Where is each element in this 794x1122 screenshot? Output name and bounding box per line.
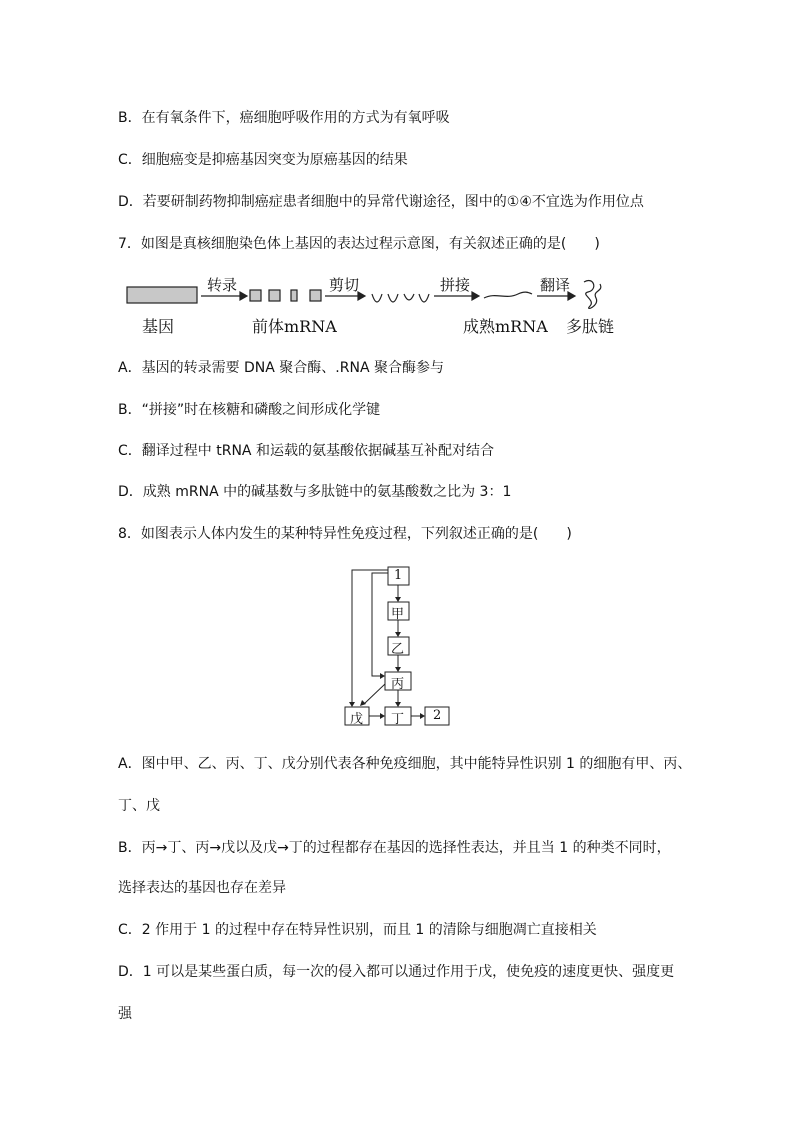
- option-6d: D．若要研制药物抑制癌症患者细胞中的异常代谢途径，图中的①④不宜选为作用位点: [118, 194, 644, 210]
- cut-intron: [419, 294, 429, 302]
- pre-mrna-exon: [291, 290, 297, 301]
- option-8b-line2: 选择表达的基因也存在差异: [118, 880, 286, 896]
- label-gene: 基因: [142, 317, 175, 336]
- cut-intron: [404, 294, 414, 300]
- cut-intron: [388, 294, 398, 302]
- box-2-label: 2: [433, 708, 442, 723]
- label-translation: 翻译: [540, 276, 571, 294]
- box-bing-label: 丙: [391, 677, 405, 692]
- option-8a-line1: A．图中甲、乙、丙、丁、戊分别代表各种免疫细胞，其中能特异性识别 1 的细胞有甲、丙、: [118, 756, 692, 772]
- option-6c: C．细胞癌变是抑癌基因突变为原癌基因的结果: [118, 152, 408, 168]
- option-8d-line1: D．1 可以是某些蛋白质，每一次的侵入都可以通过作用于戊，使免疫的速度更快、强度更: [118, 964, 675, 980]
- label-pre-mrna: 前体mRNA: [252, 317, 337, 336]
- option-8a-line2: 丁、戊: [118, 798, 160, 814]
- box-ding-label: 丁: [391, 712, 405, 727]
- option-8d-line2: 强: [118, 1006, 132, 1022]
- option-7d: D．成熟 mRNA 中的碱基数与多肽链中的氨基酸数之比为 3：1: [118, 484, 512, 500]
- mature-mrna-strand: [484, 292, 532, 298]
- option-8b-line1: B．丙→丁、丙→戊以及戊→丁的过程都存在基因的选择性表达，并且当 1 的种类不同时，: [118, 840, 671, 856]
- label-transcription: 转录: [207, 276, 238, 294]
- label-polypeptide: 多肽链: [566, 317, 615, 336]
- box-1-label: 1: [394, 568, 403, 583]
- option-7b: B．“拼接”时在核糖和磷酸之间形成化学键: [118, 402, 381, 418]
- cut-intron: [372, 294, 382, 302]
- pre-mrna-exon: [250, 290, 261, 301]
- polypeptide-chain: [584, 281, 601, 309]
- box-jia-label: 甲: [391, 607, 405, 622]
- pre-mrna-exon: [269, 290, 280, 301]
- label-mature-mrna: 成熟mRNA: [463, 317, 548, 336]
- label-cutting: 剪切: [329, 276, 360, 294]
- option-6b: B．在有氧条件下，癌细胞呼吸作用的方式为有氧呼吸: [118, 110, 450, 126]
- option-8c: C．2 作用于 1 的过程中存在特异性识别，而且 1 的清除与细胞凋亡直接相关: [118, 922, 597, 938]
- pre-mrna-exon: [310, 290, 321, 301]
- question-8-stem: 8．如图表示人体内发生的某种特异性免疫过程，下列叙述正确的是( ): [118, 526, 572, 542]
- box-yi-label: 乙: [391, 642, 405, 657]
- box-wu-label: 戊: [350, 712, 364, 727]
- question-7-stem: 7．如图是真核细胞染色体上基因的表达过程示意图，有关叙述正确的是( ): [118, 236, 600, 252]
- option-7c: C．翻译过程中 tRNA 和运载的氨基酸依据碱基互补配对结合: [118, 443, 494, 459]
- gene-bar: [127, 287, 197, 303]
- option-7a: A．基因的转录需要 DNA 聚合酶、.RNA 聚合酶参与: [118, 360, 444, 376]
- label-splicing: 拼接: [440, 276, 471, 294]
